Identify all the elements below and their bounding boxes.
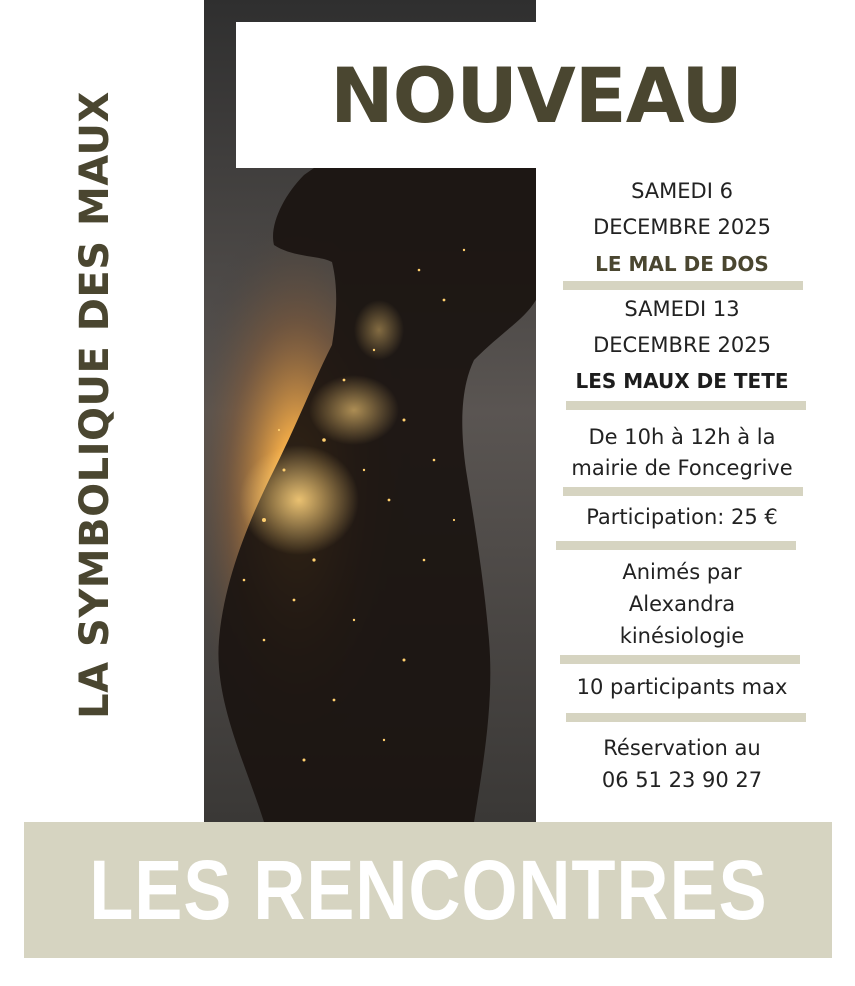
headline: NOUVEAU xyxy=(330,50,742,140)
animated-by-line1: Animés par xyxy=(622,560,742,584)
participation: Participation: 25 € xyxy=(586,505,778,529)
schedule-line2: mairie de Foncegrive xyxy=(571,456,793,480)
session-1-date-line2: DECEMBRE 2025 xyxy=(593,215,771,239)
reservation-line1: Réservation au xyxy=(603,736,761,760)
animated-by-line3: kinésiologie xyxy=(619,624,745,648)
schedule-line1: De 10h à 12h à la xyxy=(588,425,776,449)
session-1-date-line1: SAMEDI 6 xyxy=(631,179,733,203)
session-2-topic: LES MAUX DE TETE xyxy=(575,369,789,393)
session-1-topic: LE MAL DE DOS xyxy=(595,252,769,276)
reservation-phone: 06 51 23 90 27 xyxy=(601,768,763,792)
banner-title: LES RENCONTRES xyxy=(88,842,768,937)
divider xyxy=(560,655,800,664)
divider xyxy=(566,713,806,722)
capacity: 10 participants max xyxy=(576,675,788,699)
divider xyxy=(566,401,806,410)
session-2-date-line1: SAMEDI 13 xyxy=(624,297,740,321)
session-2-date-line2: DECEMBRE 2025 xyxy=(593,333,771,357)
divider xyxy=(563,281,803,290)
divider xyxy=(556,541,796,550)
vertical-title: LA SYMBOLIQUE DES MAUX xyxy=(72,91,118,719)
animated-by-line2: Alexandra xyxy=(628,592,736,616)
bottom-banner xyxy=(24,822,832,958)
divider xyxy=(563,487,803,496)
